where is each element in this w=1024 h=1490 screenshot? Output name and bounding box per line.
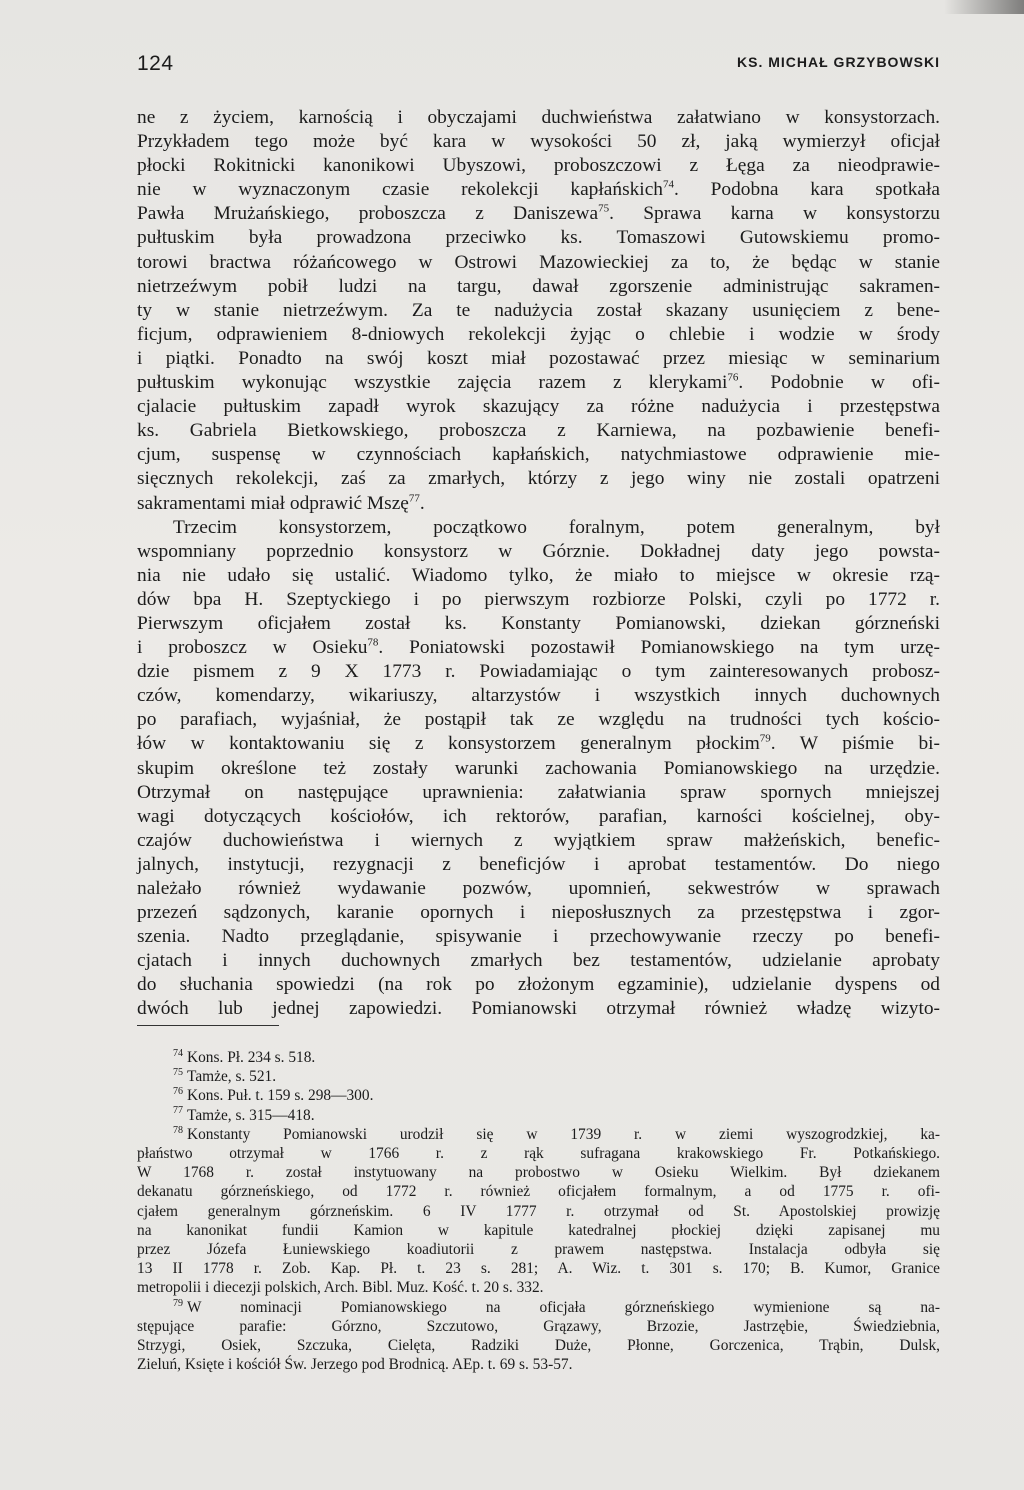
footnote-78-line: 13 II 1778 r. Zob. Kap. Pł. t. 23 s. 281; A. Wiz. t. 301 s. 170; B. Kumor, Granice bbox=[137, 1260, 940, 1278]
body-line: dzie pismem z 9 X 1773 r. Powiadamiając o tym zainteresowanych probosz- bbox=[137, 661, 940, 683]
footnotes bbox=[137, 1048, 940, 1374]
body-line: ks. Gabriela Bietkowskiego, proboszcza z Karniewa, na pozbawienie benefi- bbox=[137, 420, 940, 442]
footnote-78-line: W 1768 r. został instytuowany na probostwo w Osieku Wielkim. Był dziekanem bbox=[137, 1164, 940, 1182]
body-line: przezeń sądzonych, karanie opornych i nieposłusznych za przestępstwa i zgor- bbox=[137, 902, 940, 924]
footnote-ref-77: 77 bbox=[408, 492, 420, 505]
footnote-ref-75: 75 bbox=[598, 202, 610, 215]
body-line: ficjum, odprawieniem 8-dniowych rekolekcji żyjąc o chlebie i wodzie w środy bbox=[137, 323, 940, 345]
footnote-78-line: dekanatu górzneńskiego, od 1772 r. również oficjałem formalnym, a od 1775 r. ofi- bbox=[137, 1183, 940, 1201]
footnote-ref-78: 78 bbox=[367, 636, 379, 649]
footnote-78-line: płaństwo otrzymał w 1766 r. z rąk sufragana krakowskiego Fr. Potkańskiego. bbox=[137, 1145, 940, 1163]
body-line: do słuchania spowiedzi (na rok po złożonym egzaminie), udzielanie dyspens od bbox=[137, 974, 940, 996]
footnote-74: $^{74}$ Kons. Pł. 234 s. 518. bbox=[173, 1047, 316, 1066]
body-line: szenia. Nadto przeglądanie, spisywanie i przechowywanie rzeczy po benefi- bbox=[137, 926, 940, 948]
body-line: ty w stanie nietrzeźwym. Za te nadużycia został skazany usunięciem z bene- bbox=[137, 299, 940, 321]
body-line: dów bpa H. Szeptyckiego i po pierwszym rozbiorze Polski, czyli po 1772 r. bbox=[137, 588, 940, 610]
body-line: pułtuskim wykonując wszystkie zajęcia razem z klerykami$^{76}$. Podobnie w ofi- bbox=[137, 371, 940, 394]
body-line: łów w kontaktowaniu się z konsystorzem generalnym płockim$^{79}$. W piśmie bi- bbox=[137, 732, 940, 755]
body-line: Otrzymał on następujące uprawnienia: załatwiania spraw spornych mniejszej bbox=[137, 781, 940, 803]
footnote-ref-79: 79 bbox=[759, 732, 771, 745]
body-line: skupim określone też zostały warunki zachowania Pomianowskiego na urzędzie. bbox=[137, 757, 940, 779]
body-line: sięcznych rekolekcji, zaś za zmarłych, którzy z jego winy nie zostali opatrzeni bbox=[137, 468, 940, 490]
body-line: Przykładem tego może być kara w wysokości 50 zł, jaką wymierzył oficjał bbox=[137, 131, 940, 153]
body-line: sakramentami miał odprawić Mszę$^{77}$. bbox=[137, 492, 425, 514]
body-line: Trzecim konsystorzem, początkowo foralnym, potem generalnym, był bbox=[173, 516, 940, 538]
footnote-ref-74: 74 bbox=[663, 178, 675, 191]
footnote-75: $^{75}$ Tamże, s. 521. bbox=[173, 1067, 277, 1086]
body-line: cjalacie pułtuskim zapadł wyrok skazujący za różne nadużycia i przestępstwa bbox=[137, 396, 940, 418]
body-line: nia nie udało się ustalić. Wiadomo tylko, że miało to miejsce w okresie rzą- bbox=[137, 564, 940, 586]
footnote-78-line: metropolii i diecezji polskich, Arch. Bibl. Muz. Kość. t. 20 s. 332. bbox=[137, 1279, 544, 1297]
body-line: jalnych, instytucji, rezygnacji z beneficjów i aprobat testamentów. Do niego bbox=[137, 853, 940, 875]
body-line: cjum, suspensę w czynnościach kapłańskich, natychmiastowe odprawienie mie- bbox=[137, 444, 940, 466]
body-line: należało również wydawanie pozwów, upomnień, sekwestrów w sprawach bbox=[137, 878, 940, 899]
footnote-78-line: cjałem generalnym górzneńskim. 6 IV 1777 r. otrzymał od St. Apostolskiej prowizję bbox=[137, 1202, 940, 1220]
body-line: cjatach i innych duchownych zmarłych bez testamentów, udzielanie aprobaty bbox=[137, 950, 940, 972]
body-line: płocki Rokitnicki kanonikowi Ubyszowi, proboszczowi z Łęga za nieodprawie- bbox=[137, 155, 940, 177]
footnote-76: $^{76}$ Kons. Puł. t. 159 s. 298—300. bbox=[173, 1086, 374, 1105]
footnote-79-line: stępujące parafie: Górzno, Szczutowo, Grązawy, Brzozie, Jastrzębie, Świedziebnia, bbox=[137, 1317, 940, 1335]
body-line: czajów duchowieństwa i wiernych z wyjątkiem spraw małżeńskich, benefic- bbox=[137, 829, 940, 851]
body-line: dwóch lub jednej zapowiedzi. Pomianowski otrzymał również władzę wizyto- bbox=[137, 998, 940, 1020]
body-line: ne z życiem, karnością i obyczajami duchwieństwa załatwiano w konsystorzach. bbox=[137, 107, 940, 128]
body-line: Pierwszym oficjałem został ks. Konstanty Pomianowski, dziekan górzneński bbox=[137, 612, 940, 634]
running-head: KS. MICHAŁ GRZYBOWSKI bbox=[737, 54, 940, 70]
page-header bbox=[137, 52, 940, 82]
body-line: nietrzeźwym pobił ludzi na targu, dawał zgorszenie administrując sakramen- bbox=[137, 275, 940, 297]
body-line: wspomniany poprzednio konsystorz w Górznie. Dokładnej daty jego powsta- bbox=[137, 540, 940, 562]
body-line: nie w wyznaczonym czasie rekolekcji kapłańskich$^{74}$. Podobna kara spotkała bbox=[137, 178, 941, 201]
footnote-79: $^{79}$ W nominacji Pomianowskiego na oficjała górzneńskiego wymienione są na- bbox=[173, 1297, 940, 1316]
footnote-separator bbox=[137, 1025, 279, 1026]
footnote-78-line: przez Józefa Łuniewskiego koadiutorii z prawem następstwa. Instalacja odbyła się bbox=[137, 1241, 940, 1259]
body-line: i proboszcz w Osieku$^{78}$. Poniatowski pozostawił Pomianowskiego na tym urzę- bbox=[137, 636, 940, 659]
footnote-79-line: Strzygi, Osiek, Szczuka, Cielęta, Radziki Duże, Płonne, Gorczenica, Trąbin, Dulsk, bbox=[137, 1337, 940, 1355]
footnote-ref-76: 76 bbox=[727, 371, 739, 384]
body-text bbox=[137, 106, 940, 1022]
footnote-79-line: Zieluń, Księte i kościół Św. Jerzego pod Brodnicą. AEp. t. 69 s. 53-57. bbox=[137, 1356, 573, 1374]
body-line: po parafiach, wyjaśniał, że postąpił tak ze względu na trudności tych kościo- bbox=[137, 709, 940, 731]
body-line: torowi bractwa różańcowego w Ostrowi Mazowieckiej za to, że będąc w stanie bbox=[137, 251, 940, 273]
footnote-78-line: na kanonikat fundii Kamion w kapitule katedralnej płockiej dzięki zapisanej mu bbox=[137, 1221, 940, 1239]
body-line: Pawła Mrużańskiego, proboszcza z Daniszewa$^{75}$. Sprawa karna w konsystorzu bbox=[137, 202, 941, 225]
body-line: pułtuskim była prowadzona przeciwko ks. Tomaszowi Gutowskiemu promo- bbox=[137, 227, 940, 249]
scan-edge-shadow bbox=[944, 0, 1024, 14]
page-number: 124 bbox=[137, 52, 174, 75]
body-line: i piątki. Ponadto na swój koszt miał pozostawać przez miesiąc w seminarium bbox=[137, 347, 940, 369]
footnote-78: $^{78}$ Konstanty Pomianowski urodził się w 1739 r. w ziemi wyszogrodzkiej, ka- bbox=[173, 1124, 940, 1143]
body-line: wagi dotyczących kościołów, ich rektorów, parafian, karności kościelnej, oby- bbox=[137, 805, 940, 827]
body-line: czów, komendarzy, wikariuszy, altarzystów i wszystkich innych duchownych bbox=[137, 685, 940, 707]
footnote-77: $^{77}$ Tamże, s. 315—418. bbox=[173, 1105, 315, 1124]
